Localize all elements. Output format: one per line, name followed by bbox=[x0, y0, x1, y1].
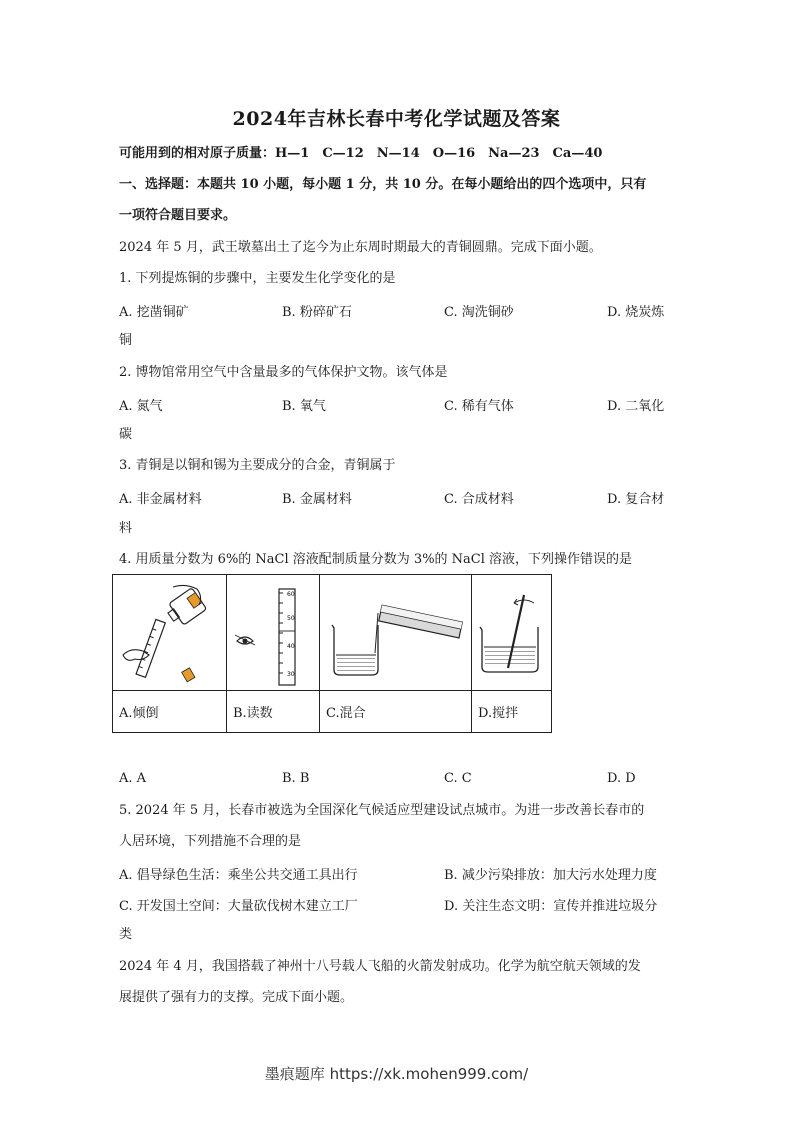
fig-caption-a: A.倾倒 bbox=[113, 691, 227, 733]
atomic-masses: 可能用到的相对原子质量：H—1 C—12 N—14 O—16 Na—23 Ca—40 bbox=[119, 146, 603, 161]
q3-options bbox=[119, 488, 679, 506]
q3-option-d-wrap: 料 bbox=[119, 521, 133, 536]
section-heading-line1: 一、选择题：本题共 10 小题，每小题 1 分，共 10 分。在每小题给出的四个选项中，只有 bbox=[119, 177, 647, 192]
q5-stem-line2: 人居环境，下列措施不合理的是 bbox=[119, 834, 302, 849]
q1-option-a: A. 挖凿铜矿 bbox=[119, 305, 189, 320]
q5-options-row1 bbox=[119, 864, 679, 882]
q2-option-d-wrap: 碳 bbox=[119, 427, 133, 442]
q1-options bbox=[119, 301, 679, 319]
q4-stem: 4. 用质量分数为 6%的 NaCl 溶液配制质量分数为 3%的 NaCl 溶液，下列操作错误的是 bbox=[119, 552, 633, 567]
q5-option-d-wrap: 类 bbox=[119, 927, 133, 942]
q2-option-c: C. 稀有气体 bbox=[444, 399, 514, 414]
q3-option-d: D. 复合材 bbox=[607, 492, 665, 507]
fig-caption-d: D.搅拌 bbox=[472, 691, 552, 733]
q3-option-a: A. 非金属材料 bbox=[119, 492, 202, 507]
q2-option-b: B. 氧气 bbox=[282, 399, 326, 414]
pouring-illustration-icon bbox=[113, 575, 226, 690]
scale-label-30: 30 bbox=[287, 671, 295, 678]
scale-label-60: 60 bbox=[287, 591, 295, 598]
footer-watermark: 墨痕题库 https://xk.mohen999.com/ bbox=[264, 1065, 529, 1083]
q1-stem: 1. 下列提炼铜的步骤中，主要发生化学变化的是 bbox=[119, 271, 396, 286]
q4-option-a: A. A bbox=[119, 771, 147, 786]
q2-option-d: D. 二氧化 bbox=[607, 399, 665, 414]
q5-options-row2 bbox=[119, 895, 679, 913]
scale-label-40: 40 bbox=[287, 643, 295, 650]
intro-paragraph-2-line2: 展提供了强有力的支撑。完成下面小题。 bbox=[119, 990, 354, 1005]
q5-option-d: D. 关注生态文明：宣传并推进垃圾分 bbox=[444, 899, 658, 914]
q4-options bbox=[119, 771, 679, 789]
q5-option-a: A. 倡导绿色生活：乘坐公共交通工具出行 bbox=[119, 868, 358, 883]
q2-option-a: A. 氮气 bbox=[119, 399, 163, 414]
reading-illustration-icon bbox=[227, 575, 319, 690]
q1-option-d: D. 烧炭炼 bbox=[607, 305, 665, 320]
section-heading-line2: 一项符合题目要求。 bbox=[119, 208, 237, 223]
fig-b-reading bbox=[227, 575, 320, 691]
q1-option-b: B. 粉碎矿石 bbox=[282, 305, 352, 320]
fig-caption-c: C.混合 bbox=[320, 691, 472, 733]
page-title: 2024年吉林长春中考化学试题及答案 bbox=[232, 108, 561, 130]
intro-paragraph-1: 2024 年 5 月，武王墩墓出土了迄今为止东周时期最大的青铜圆鼎。完成下面小题。 bbox=[119, 240, 602, 255]
q5-option-b: B. 减少污染排放：加大污水处理力度 bbox=[444, 868, 657, 883]
q3-option-b: B. 金属材料 bbox=[282, 492, 352, 507]
q4-option-b: B. B bbox=[282, 771, 310, 786]
fig-caption-b: B.读数 bbox=[227, 691, 320, 733]
q4-option-d: D. D bbox=[607, 771, 636, 786]
q4-figure-table bbox=[112, 574, 552, 733]
fig-c-mixing bbox=[320, 575, 472, 691]
fig-d-stirring bbox=[472, 575, 552, 691]
q5-option-c: C. 开发国土空间：大量砍伐树木建立工厂 bbox=[119, 899, 358, 914]
q4-option-c: C. C bbox=[444, 771, 472, 786]
q2-stem: 2. 博物馆常用空气中含量最多的气体保护文物。该气体是 bbox=[119, 365, 448, 380]
q2-options bbox=[119, 395, 679, 413]
q1-option-d-wrap: 铜 bbox=[119, 333, 133, 348]
q5-stem-line1: 5. 2024 年 5 月，长春市被选为全国深化气候适应型建设试点城市。为进一步改善长春市的 bbox=[119, 803, 645, 818]
stirring-illustration-icon bbox=[472, 575, 551, 690]
q3-stem: 3. 青铜是以铜和锡为主要成分的合金，青铜属于 bbox=[119, 458, 396, 473]
intro-paragraph-2-line1: 2024 年 4 月，我国搭载了神州十八号载人飞船的火箭发射成功。化学为航空航天领域的发 bbox=[119, 959, 641, 974]
q3-option-c: C. 合成材料 bbox=[444, 492, 514, 507]
q1-option-c: C. 淘洗铜砂 bbox=[444, 305, 514, 320]
fig-a-pouring bbox=[113, 575, 227, 691]
scale-label-50: 50 bbox=[287, 615, 295, 622]
mixing-illustration-icon bbox=[320, 575, 471, 690]
